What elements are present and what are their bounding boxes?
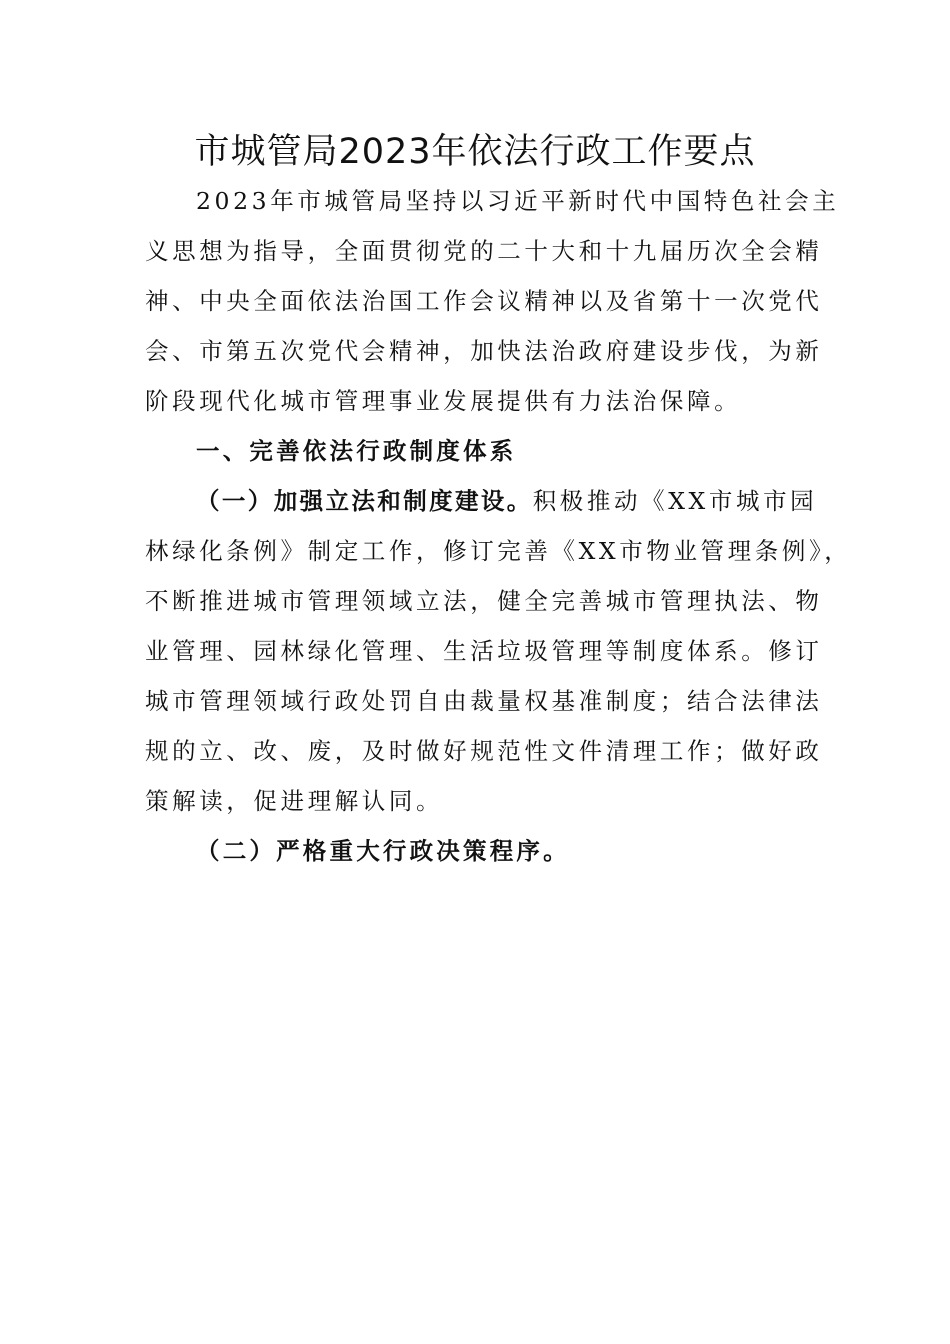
subsection-line [145,476,818,526]
paragraph-line: 神、中央全面依法治国工作会议精神以及省第十一次党代 [145,287,823,315]
paragraph-line: 策解读，促进理解认同。 [145,787,444,815]
paragraph-line: 城市管理领域行政处罚自由裁量权基准制度；结合法律法 [145,687,823,715]
document-body [145,176,852,876]
section-heading: 一、完善依法行政制度体系 [196,437,517,465]
paragraph-line: 不断推进城市管理领域立法，健全完善城市管理执法、物 [145,587,823,615]
paragraph-line: 2023年市城管局坚持以习近平新时代中国特色社会主 [196,187,840,215]
subsection-heading: （一）加强立法和制度建设。 [196,487,533,515]
paragraph-line: 规的立、改、废，及时做好规范性文件清理工作；做好政 [145,737,823,765]
document-title: 市城管局2023年依法行政工作要点 [194,132,756,172]
paragraph-line: 会、市第五次党代会精神，加快法治政府建设步伐，为新 [145,337,823,365]
paragraph-line: 义思想为指导，全面贯彻党的二十大和十九届历次全会精 [145,237,823,265]
paragraph-line: 阶段现代化城市管理事业发展提供有力法治保障。 [145,387,742,415]
subsection-text: 积极推动《XX市城市园 [532,487,818,515]
paragraph-line: 林绿化条例》制定工作，修订完善《XX市物业管理条例》， [145,537,852,565]
paragraph-line: 业管理、园林绿化管理、生活垃圾管理等制度体系。修订 [145,637,823,665]
subsection-heading: （二）严格重大行政决策程序。 [196,837,570,865]
